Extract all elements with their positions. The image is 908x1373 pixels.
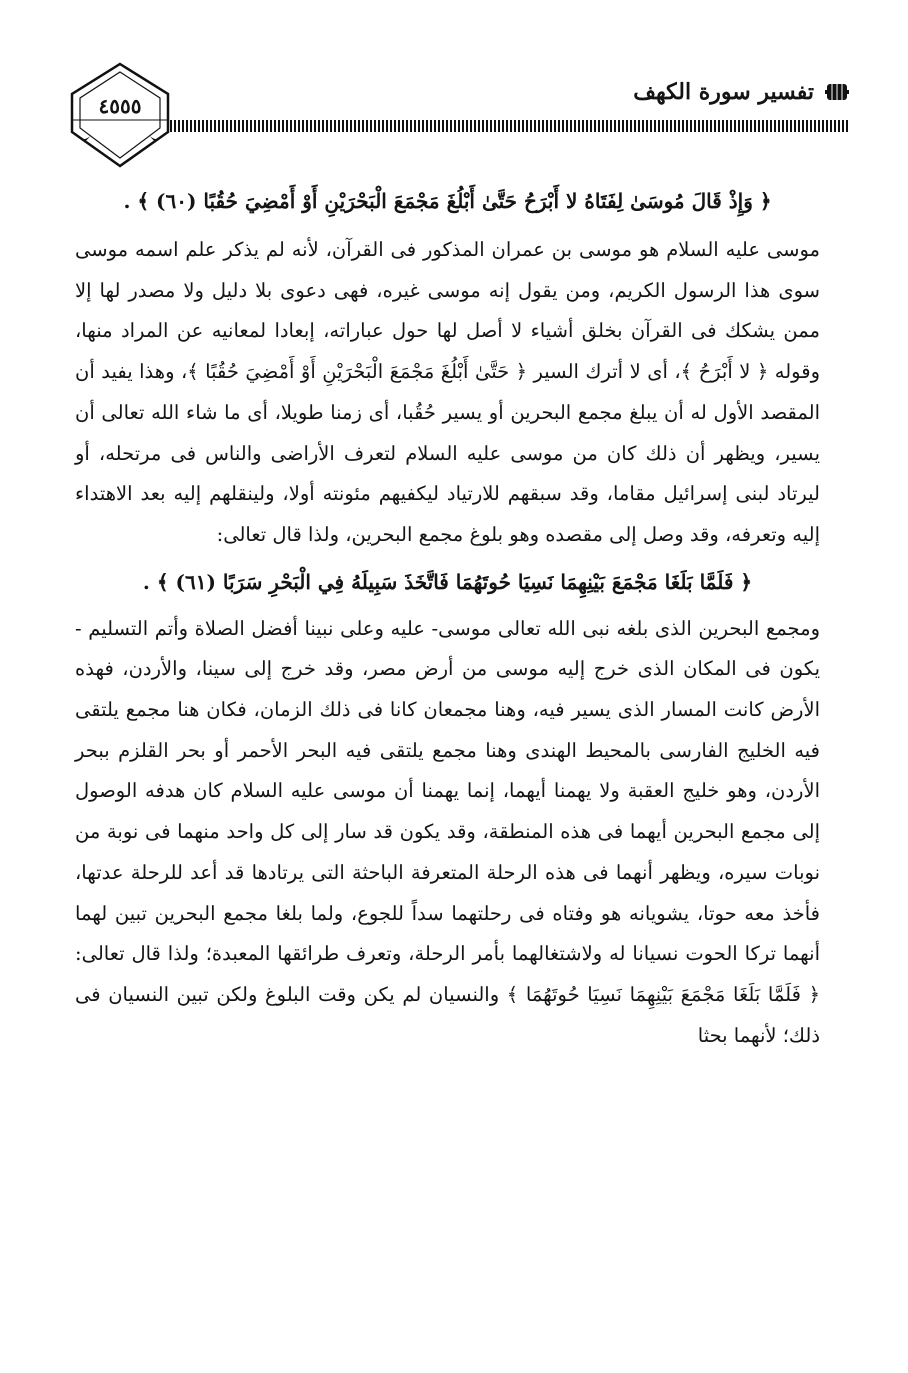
page-number-badge xyxy=(60,58,180,173)
page-header xyxy=(60,58,850,173)
page-content xyxy=(75,178,820,1056)
commentary-paragraph-2: ومجمع البحرين الذى بلغه نبى الله تعالى موسى- عليه وعلى نبينا أفضل الصلاة وأتم التسليم - يكون فى المكان الذى خرج إليه موسى من أرض مصر، وقد خرج إلى سينا، والأردن، فهذه الأرض كانت المسار الذى يسير فيه، وهنا مجمعان كانا فى ذلك الزمان، فكان هنا مجمع يلتقى فيه الخليج الفارسى بالمحيط الهندى وهنا مجمع يلتقى فيه البحر الأحمر أو بحر القلزم ببحر الأردن، وهو خليج العقبة ولا يهمنا أيهما، إنما يهمنا أن موسى عليه السلام كان هدفه الوصول إلى مجمع البحرين أيهما فى هذه المنطقة، وقد يكون قد سار إلى كل واحد منهما فى نوبة من نوبات سيره، ويظهر أنهما فى هذه الرحلة المتعرفة الباحثة التى يرتادها قد أعد للرحلة عدتها، فأخذ معه حوتا، يشويانه هو وفتاه فى رحلتهما سداً للجوع، ولما بلغا مجمع البحرين تبين لهما أنهما تركا الحوت نسيانا له ولاشتغالهما بأمر الرحلة، وتعرف طرائقها المعبدة؛ ولذا قال تعالى: ﴿ فَلَمَّا بَلَغَا مَجْمَعَ بَيْنِهِمَا نَسِيَا حُوتَهُمَا ﴾ والنسيان لم يكن وقت البلوغ ولكن تبين النسيان فى ذلك؛ لأنهما بحثا xyxy=(75,616,820,1047)
quran-verse-61: ﴿ فَلَمَّا بَلَغَا مَجْمَعَ بَيْنِهِمَا نَسِيَا حُوتَهُمَا فَاتَّخَذَ سَبِيلَهُ فِي الْبَحْرِ سَرَبًا (٦١) ﴾ . xyxy=(142,569,753,594)
quran-verse-60: ﴿ وَإِذْ قَالَ مُوسَىٰ لِفَتَاهُ لا أَبْرَحُ حَتَّىٰ أَبْلُغَ مَجْمَعَ الْبَحْرَيْنِ أَوْ أَمْضِيَ حُقُبًا (٦٠) ﴾ . xyxy=(123,189,772,213)
page-number: ٤٥٥٥ xyxy=(98,94,142,118)
header-rule xyxy=(170,120,850,132)
running-head xyxy=(633,72,850,112)
running-title: تفسير سورة الكهف xyxy=(633,79,814,105)
ornament-bullet-icon xyxy=(824,82,850,102)
commentary-paragraph-1: موسى عليه السلام هو موسى بن عمران المذكور فى القرآن، لأنه لم يذكر علم اسمه موسى سوى هذا الرسول الكريم، ومن يقول إنه موسى غيره، فهى دعوى بلا دليل ولا مصدر لها إلا ممن يشكك فى القرآن بخلق أشياء لا أصل لها حول عباراته، إبعادا لمعانيه عن المراد منها، وقوله ﴿ لا أَبْرَحُ ﴾، أى لا أترك السير ﴿ حَتَّىٰ أَبْلُغَ مَجْمَعَ الْبَحْرَيْنِ أَوْ أَمْضِيَ حُقُبًا ﴾، وهذا يفيد أن المقصد الأول له أن يبلغ مجمع البحرين أو يسير حُقُبا، أى زمنا طويلا، أى ما شاء الله تعالى أن يسير، ويظهر أن ذلك كان من موسى عليه السلام لتعرف الأراضى والناس فى مرتحله، أو ليرتاد لبنى إسرائيل مقاما، وقد سبقهم للارتياد ليكفيهم مئونته أولا، ولينقلهم إليه بعد الاهتداء إليه وتعرفه، وقد وصل إلى مقصده وهو بلوغ مجمع البحرين، ولذا قال تعالى: xyxy=(75,238,820,546)
